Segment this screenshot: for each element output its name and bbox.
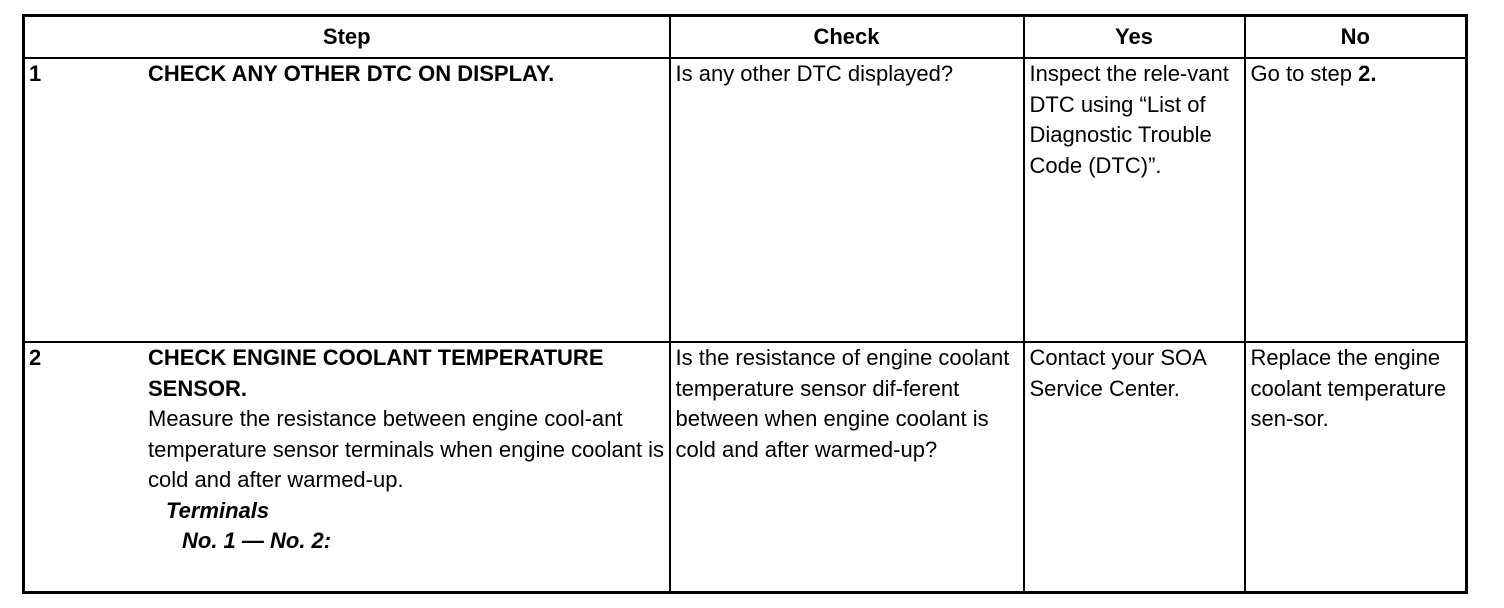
terminals-label: Terminals (166, 497, 270, 523)
check-cell: Is the resistance of engine coolant temperature sensor dif-ferent between when engine coolant is cold and after warmed-up? (670, 342, 1024, 593)
header-yes: Yes (1024, 16, 1245, 59)
yes-cell: Contact your SOA Service Center. (1024, 342, 1245, 593)
no-cell (1245, 342, 1467, 593)
step-description: Measure the resistance between engine cool-ant temperature sensor terminals when engine coolant is cold and after warmed-up. (148, 406, 665, 492)
table-row (24, 58, 1467, 342)
step-cell (24, 342, 670, 593)
no-text: Replace the engine coolant temperature sen-sor. (1250, 345, 1447, 431)
no-text: Go to step (1250, 61, 1359, 86)
step-number: 1 (29, 61, 42, 86)
header-step: Step (24, 16, 670, 59)
step-body (148, 59, 669, 90)
step-title: CHECK ANY OTHER DTC ON DISPLAY. (148, 61, 555, 86)
yes-cell: Inspect the rele-vant DTC using “List of Diagnostic Trouble Code (DTC)”. (1024, 58, 1245, 342)
step-number: 2 (29, 345, 42, 370)
step-body (148, 343, 669, 557)
step-title: CHECK ENGINE COOLANT TEMPERATURE SENSOR. (148, 345, 604, 401)
header-row (24, 16, 1467, 59)
header-no: No (1245, 16, 1467, 59)
check-cell: Is any other DTC displayed? (670, 58, 1024, 342)
diagnostic-table (22, 14, 1468, 594)
table-row (24, 342, 1467, 593)
step-reference: 2. (1358, 61, 1377, 86)
step-cell (24, 58, 670, 342)
header-check: Check (670, 16, 1024, 59)
no-cell (1245, 58, 1467, 342)
terminals-value: No. 1 — No. 2: (182, 528, 332, 553)
